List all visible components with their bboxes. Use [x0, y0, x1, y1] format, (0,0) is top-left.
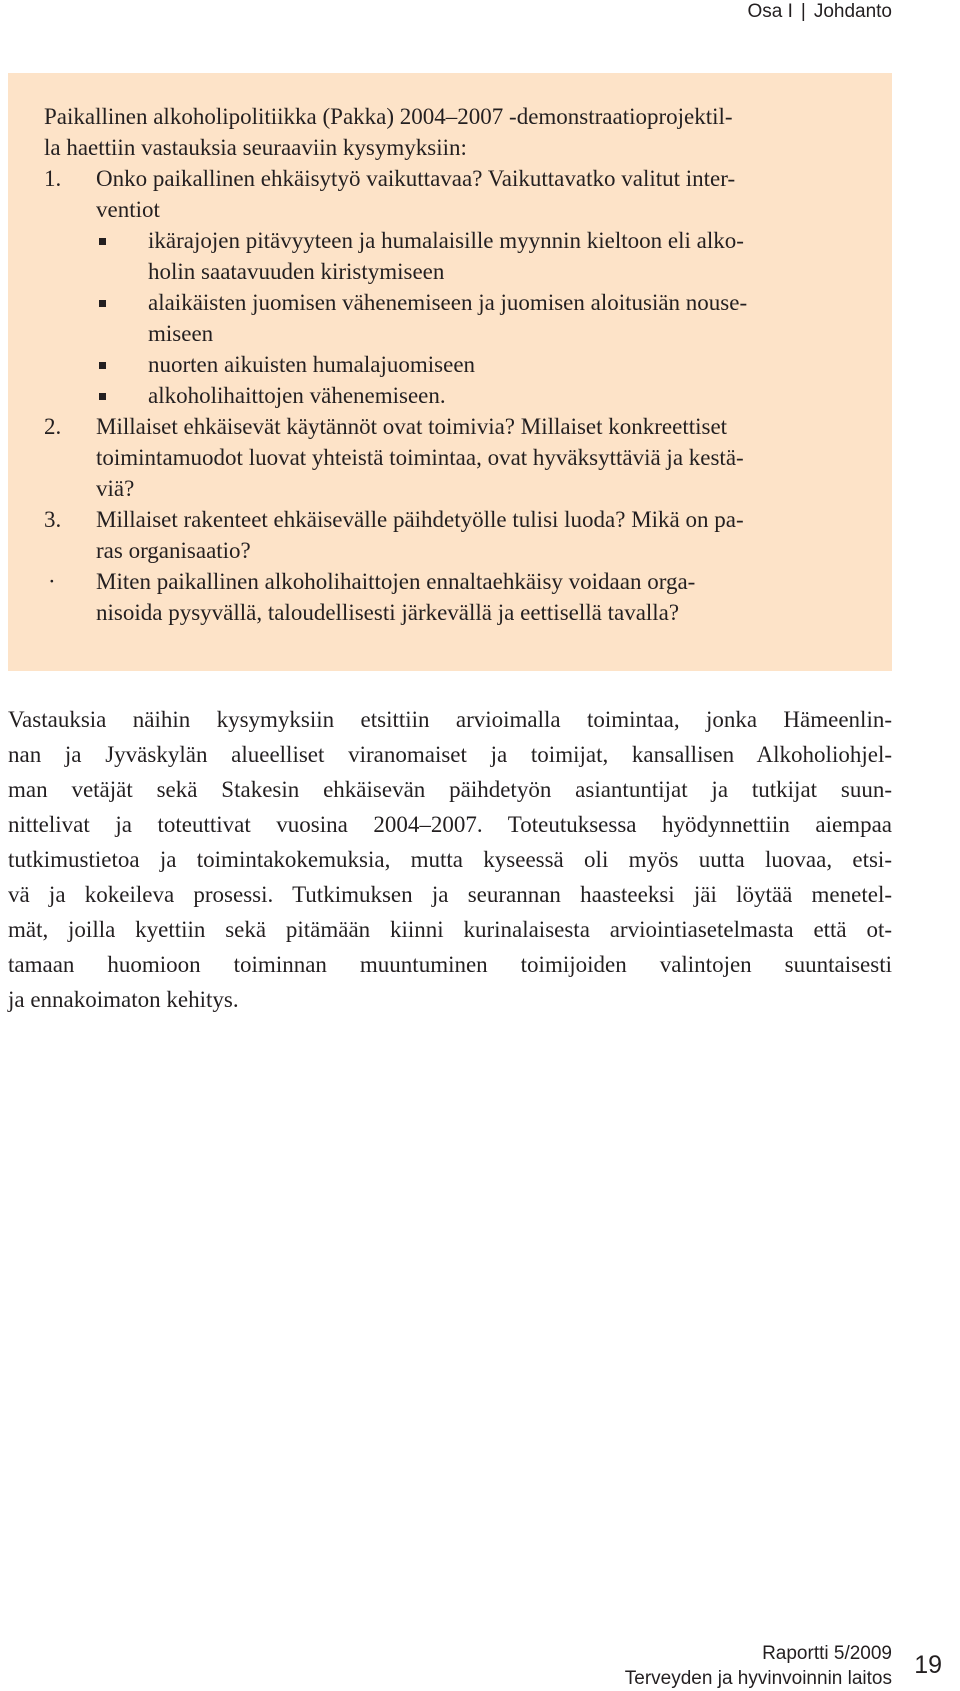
- question-line: ras organisaatio?: [96, 538, 251, 563]
- bullet-item: [96, 380, 864, 411]
- bullet-text: [148, 380, 864, 411]
- bullet-item: [96, 287, 864, 349]
- footer-publisher: Terveyden ja hyvinvoinnin laitos: [624, 1668, 892, 1689]
- sub-question: [44, 566, 864, 628]
- paragraph-line: nan ja Jyväskylän alueelliset viranomaiset ja toimijat, kansallisen Alkoholiohjel-: [8, 742, 892, 767]
- square-bullet-icon: [96, 225, 148, 287]
- question-number: 2.: [44, 414, 62, 439]
- question-line: Onko paikallinen ehkäisytyö vaikuttavaa? Vaikuttavatko valitut inter-: [96, 166, 736, 191]
- bullet-item: [96, 349, 864, 380]
- question-text: [96, 163, 864, 225]
- question-line: Millaiset ehkäisevät käytännöt ovat toimivia? Millaiset konkreettiset: [96, 414, 728, 439]
- paragraph-line: tutkimustietoa ja toimintakokemuksia, mutta kyseessä oli myös uutta luovaa, etsi-: [8, 847, 892, 872]
- bullet-line: holin saatavuuden kiristymiseen: [148, 259, 445, 284]
- header-separator: |: [800, 1, 806, 22]
- question-box: [8, 73, 892, 671]
- question-text: [96, 504, 864, 566]
- question-line: Millaiset rakenteet ehkäisevälle päihdetyölle tulisi luoda? Mikä on pa-: [96, 507, 744, 532]
- bullet-line: miseen: [148, 321, 214, 346]
- header-part: Osa I: [747, 1, 793, 22]
- bullet-item: [96, 225, 864, 287]
- question-line: viä?: [96, 476, 135, 501]
- square-bullet-icon: [96, 287, 148, 349]
- question-number: 1.: [44, 166, 62, 191]
- paragraph-line: tamaan huomioon toiminnan muuntuminen toimijoiden valintojen suuntaisesti: [8, 952, 892, 977]
- question-line: ventiot: [96, 197, 160, 222]
- bullet-line: alaikäisten juomisen vähenemiseen ja juomisen aloitusiän nouse-: [148, 290, 748, 315]
- square-bullet-icon: [96, 380, 148, 411]
- box-intro-line: Paikallinen alkoholipolitiikka (Pakka) 2004–2007 -demonstraatioprojektil-: [44, 104, 733, 129]
- bullet-text: [148, 225, 864, 287]
- bullet-line: alkoholihaittojen vähenemiseen.: [148, 383, 446, 408]
- question-2: [44, 411, 864, 504]
- page-footer: [625, 1641, 892, 1691]
- paragraph-line: mät, joilla kyettiin sekä pitämään kiinni kurinalaisesta arviointiasetelmasta että ot-: [8, 917, 892, 942]
- box-intro-line: la haettiin vastauksia seuraaviin kysymyksiin:: [44, 135, 467, 160]
- paragraph-line: ja ennakoimaton kehitys.: [8, 987, 239, 1012]
- box-intro: [44, 101, 864, 163]
- question-box-content: [44, 101, 864, 628]
- bullet-text: [148, 287, 864, 349]
- paragraph-line: nittelivat ja toteuttivat vuosina 2004–2007. Toteutuksessa hyödynnettiin aiempaa: [8, 812, 892, 837]
- question-text: [96, 411, 864, 504]
- square-bullet-icon: [96, 349, 148, 380]
- question-number: 3.: [44, 507, 62, 532]
- sub-question-line: Miten paikallinen alkoholihaittojen ennaltaehkäisy voidaan orga-: [96, 569, 696, 594]
- body-paragraph: [8, 702, 892, 1017]
- bullet-text: [148, 349, 864, 380]
- bullet-line: nuorten aikuisten humalajuomiseen: [148, 352, 476, 377]
- paragraph-line: Vastauksia näihin kysymyksiin etsittiin arvioimalla toimintaa, jonka Hämeenlin-: [8, 707, 892, 732]
- dot-bullet-icon: [44, 566, 96, 628]
- sub-question-line: nisoida pysyvällä, taloudellisesti järkevällä ja eettisellä tavalla?: [96, 600, 680, 625]
- paragraph-line: man vetäjät sekä Stakesin ehkäisevän päihdetyön asiantuntijat ja tutkijat suun-: [8, 777, 892, 802]
- header-section: Johdanto: [813, 1, 892, 22]
- question-3: [44, 504, 864, 566]
- bullet-line: ikärajojen pitävyyteen ja humalaisille myynnin kieltoon eli alko-: [148, 228, 744, 253]
- page-number: 19: [914, 1651, 942, 1679]
- question-line: toimintamuodot luovat yhteistä toimintaa, ovat hyväksyttäviä ja kestä-: [96, 445, 744, 470]
- running-header: [747, 0, 892, 24]
- paragraph-line: vä ja kokeileva prosessi. Tutkimuksen ja seurannan haasteeksi jäi löytää menetel-: [8, 882, 892, 907]
- footer-report: Raportti 5/2009: [762, 1643, 892, 1664]
- question-1: [44, 163, 864, 225]
- sub-question-text: [96, 566, 864, 628]
- dot-marker: ·: [48, 569, 56, 594]
